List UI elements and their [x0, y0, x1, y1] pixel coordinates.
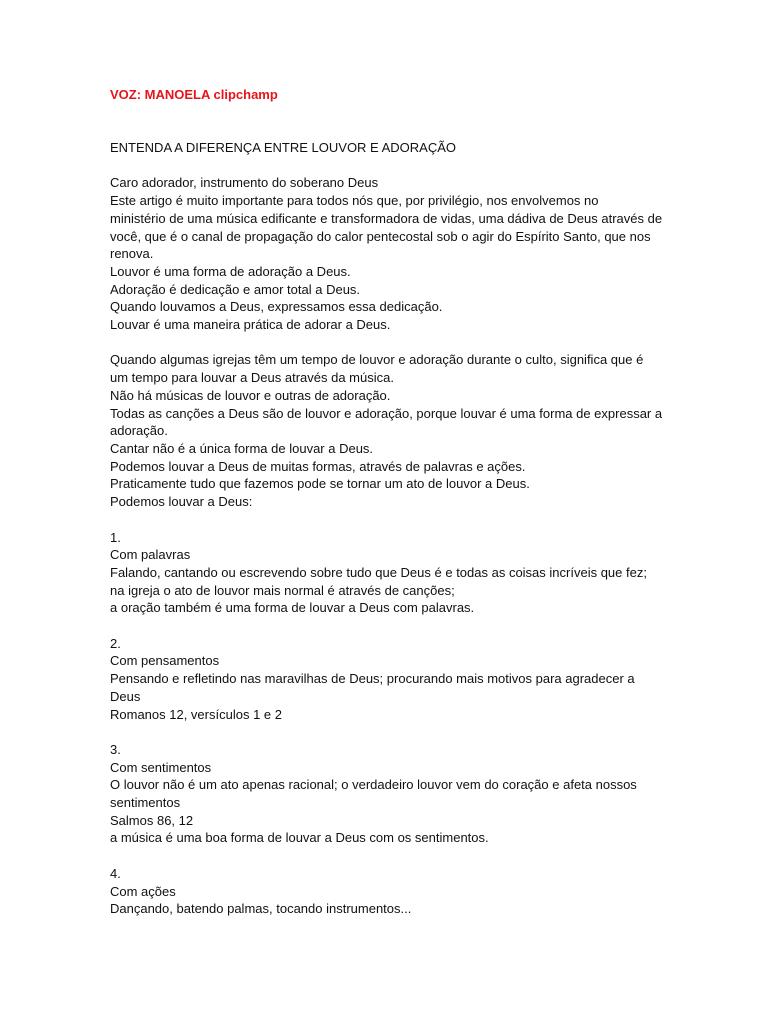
section-number: 1.	[110, 529, 121, 545]
section-number: 4.	[110, 865, 121, 881]
text-line: Deus	[110, 688, 141, 704]
document-title: ENTENDA A DIFERENÇA ENTRE LOUVOR E ADORAÇÃO	[110, 140, 457, 156]
section-number: 2.	[110, 635, 121, 651]
section-heading: Com palavras	[110, 547, 191, 563]
section-heading: Com sentimentos	[110, 759, 212, 775]
text-line: Louvar é uma maneira prática de adorar a Deus.	[110, 317, 391, 333]
text-line: Todas as canções a Deus são de louvor e adoração, porque louvar é uma forma de expressar a	[110, 405, 663, 421]
intro-paragraph	[110, 174, 670, 333]
document-body	[110, 86, 670, 918]
text-line: Podemos louvar a Deus:	[110, 494, 253, 510]
blank-line	[110, 157, 670, 175]
blank-line	[110, 334, 670, 352]
text-line: Podemos louvar a Deus de muitas formas, através de palavras e ações.	[110, 458, 526, 474]
section-4	[110, 865, 670, 918]
section-3	[110, 741, 670, 847]
text-line: Este artigo é muito importante para todos nós que, por privilégio, nos envolvemos no	[110, 193, 599, 209]
section-heading: Com pensamentos	[110, 653, 220, 669]
section-number: 3.	[110, 741, 121, 757]
blank-line	[110, 511, 670, 529]
text-line: adoração.	[110, 423, 168, 439]
text-line: sentimentos	[110, 795, 181, 811]
text-line: Romanos 12, versículos 1 e 2	[110, 706, 282, 722]
text-line: a oração também é uma forma de louvar a Deus com palavras.	[110, 600, 475, 616]
second-paragraph	[110, 351, 670, 510]
text-line: Quando algumas igrejas têm um tempo de louvor e adoração durante o culto, significa que é	[110, 352, 644, 368]
text-line: Salmos 86, 12	[110, 812, 194, 828]
voice-credit: VOZ: MANOELA clipchamp	[110, 87, 278, 102]
text-line: a música é uma boa forma de louvar a Deus com os sentimentos.	[110, 830, 489, 846]
blank-line	[110, 121, 670, 139]
text-line: Dançando, batendo palmas, tocando instrumentos...	[110, 901, 412, 917]
text-line: Adoração é dedicação e amor total a Deus.	[110, 281, 361, 297]
blank-line	[110, 847, 670, 865]
text-line: Quando louvamos a Deus, expressamos essa dedicação.	[110, 299, 443, 315]
section-2	[110, 635, 670, 724]
text-line: Louvor é uma forma de adoração a Deus.	[110, 263, 351, 279]
text-line: Caro adorador, instrumento do soberano Deus	[110, 175, 379, 191]
text-line: Praticamente tudo que fazemos pode se tornar um ato de louvor a Deus.	[110, 476, 530, 492]
text-line: na igreja o ato de louvor mais normal é através de canções;	[110, 582, 455, 598]
text-line: um tempo para louvar a Deus através da música.	[110, 370, 394, 386]
text-line: Cantar não é a única forma de louvar a Deus.	[110, 441, 374, 456]
text-line: você, que é o canal de propagação do calor pentecostal sob o agir do Espírito Santo, que nos	[110, 228, 651, 244]
section-1	[110, 529, 670, 618]
blank-line	[110, 723, 670, 741]
section-heading: Com ações	[110, 883, 176, 899]
text-line: renova.	[110, 246, 154, 262]
text-line: Pensando e refletindo nas maravilhas de Deus; procurando mais motivos para agradecer a	[110, 671, 635, 687]
blank-line	[110, 617, 670, 635]
text-line: Não há músicas de louvor e outras de adoração.	[110, 387, 391, 403]
text-line: O louvor não é um ato apenas racional; o verdadeiro louvor vem do coração e afeta nossos	[110, 777, 637, 793]
text-line: ministério de uma música edificante e transformadora de vidas, uma dádiva de Deus através de	[110, 210, 663, 226]
text-line: Falando, cantando ou escrevendo sobre tudo que Deus é e todas as coisas incríveis que fez;	[110, 564, 647, 580]
blank-line	[110, 104, 670, 122]
